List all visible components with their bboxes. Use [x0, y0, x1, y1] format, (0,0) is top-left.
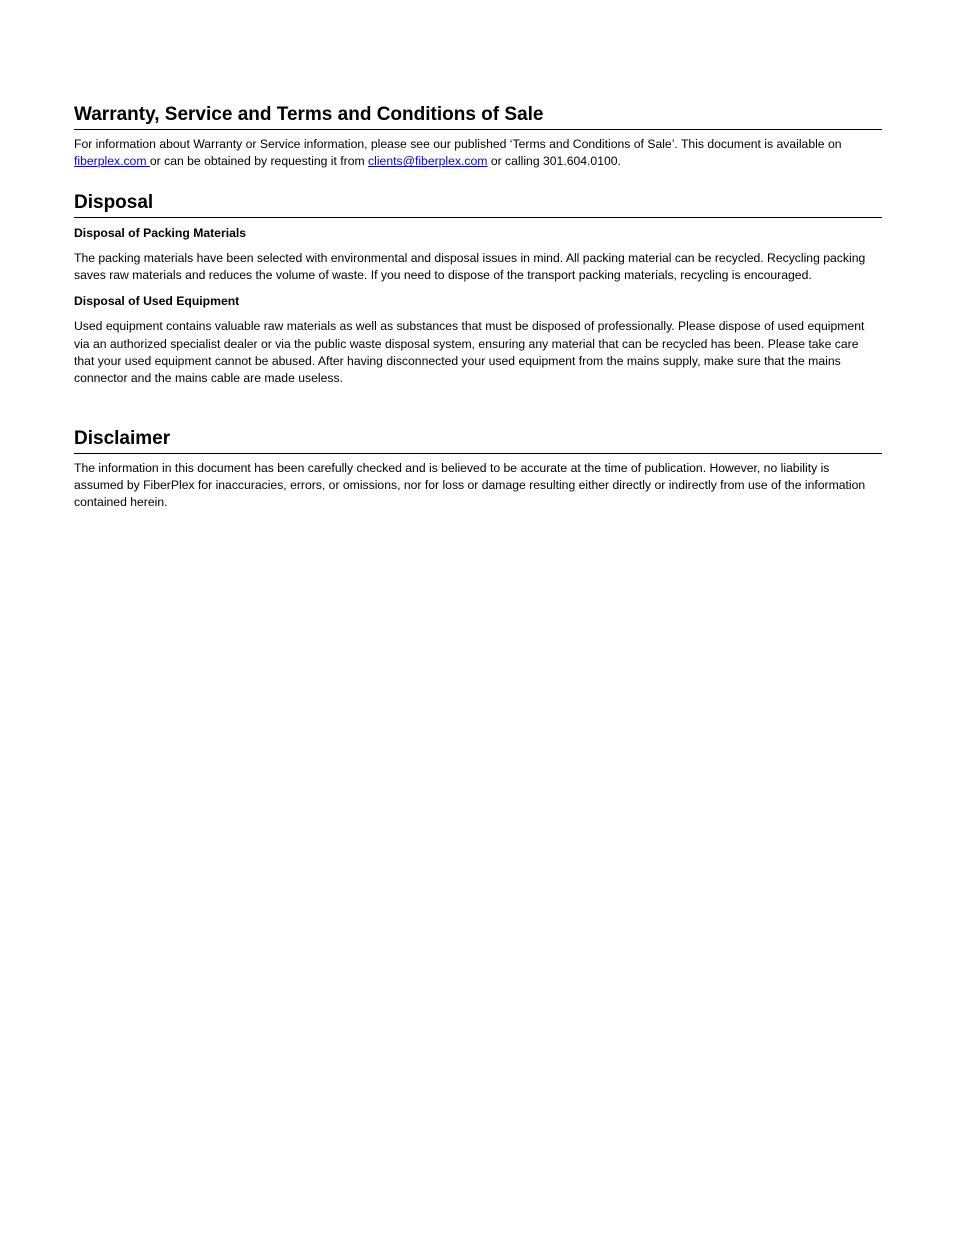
disposal-heading: Disposal: [74, 191, 882, 218]
disclaimer-heading: Disclaimer: [74, 427, 882, 454]
clients-email-link[interactable]: clients@fiberplex.com: [368, 154, 488, 169]
fiberplex-website-link[interactable]: fiberplex.com: [74, 154, 150, 169]
disclaimer-section: [74, 427, 882, 512]
disposal-section: [74, 191, 882, 387]
warranty-paragraph: [74, 136, 882, 170]
used-equipment-subheading: Disposal of Used Equipment: [74, 294, 240, 309]
used-equipment-paragraph: Used equipment contains valuable raw materials as well as substances that must be disposed of professionally. Please dispose of used equipment via an authorized specialist dealer or via the public waste disposal system, ensuring any material that can be recycled has been. Please take care that your used equipment cannot be abused. After having disconnected your used equipment from the mains supply, make sure that the mains connector and the mains cable are made useless.: [74, 319, 865, 386]
packing-materials-subheading: Disposal of Packing Materials: [74, 226, 247, 240]
warranty-text-middle: or can be obtained by requesting it from: [149, 154, 369, 169]
warranty-text-start: For information about Warranty or Service information, please see our published ‘Terms and Conditions of Sale’. This document is available on: [74, 137, 842, 151]
warranty-text-end: or calling 301.604.0100.: [487, 154, 621, 169]
disclaimer-paragraph: The information in this document has been carefully checked and is believed to be accurate at the time of publication. However, no liability is assumed by FiberPlex for inaccuracies, errors, or omissions, nor for loss or damage resulting either directly or indirectly from use of the information contained herein.: [74, 461, 866, 510]
warranty-heading: Warranty, Service and Terms and Conditions of Sale: [74, 103, 882, 130]
warranty-section: [74, 103, 882, 170]
packing-materials-paragraph: The packing materials have been selected with environmental and disposal issues in mind. All packing material can be recycled. Recycling packing saves raw materials and reduces the volume of waste. If you need to dispose of the transport packing materials, recycling is encouraged.: [74, 251, 866, 283]
